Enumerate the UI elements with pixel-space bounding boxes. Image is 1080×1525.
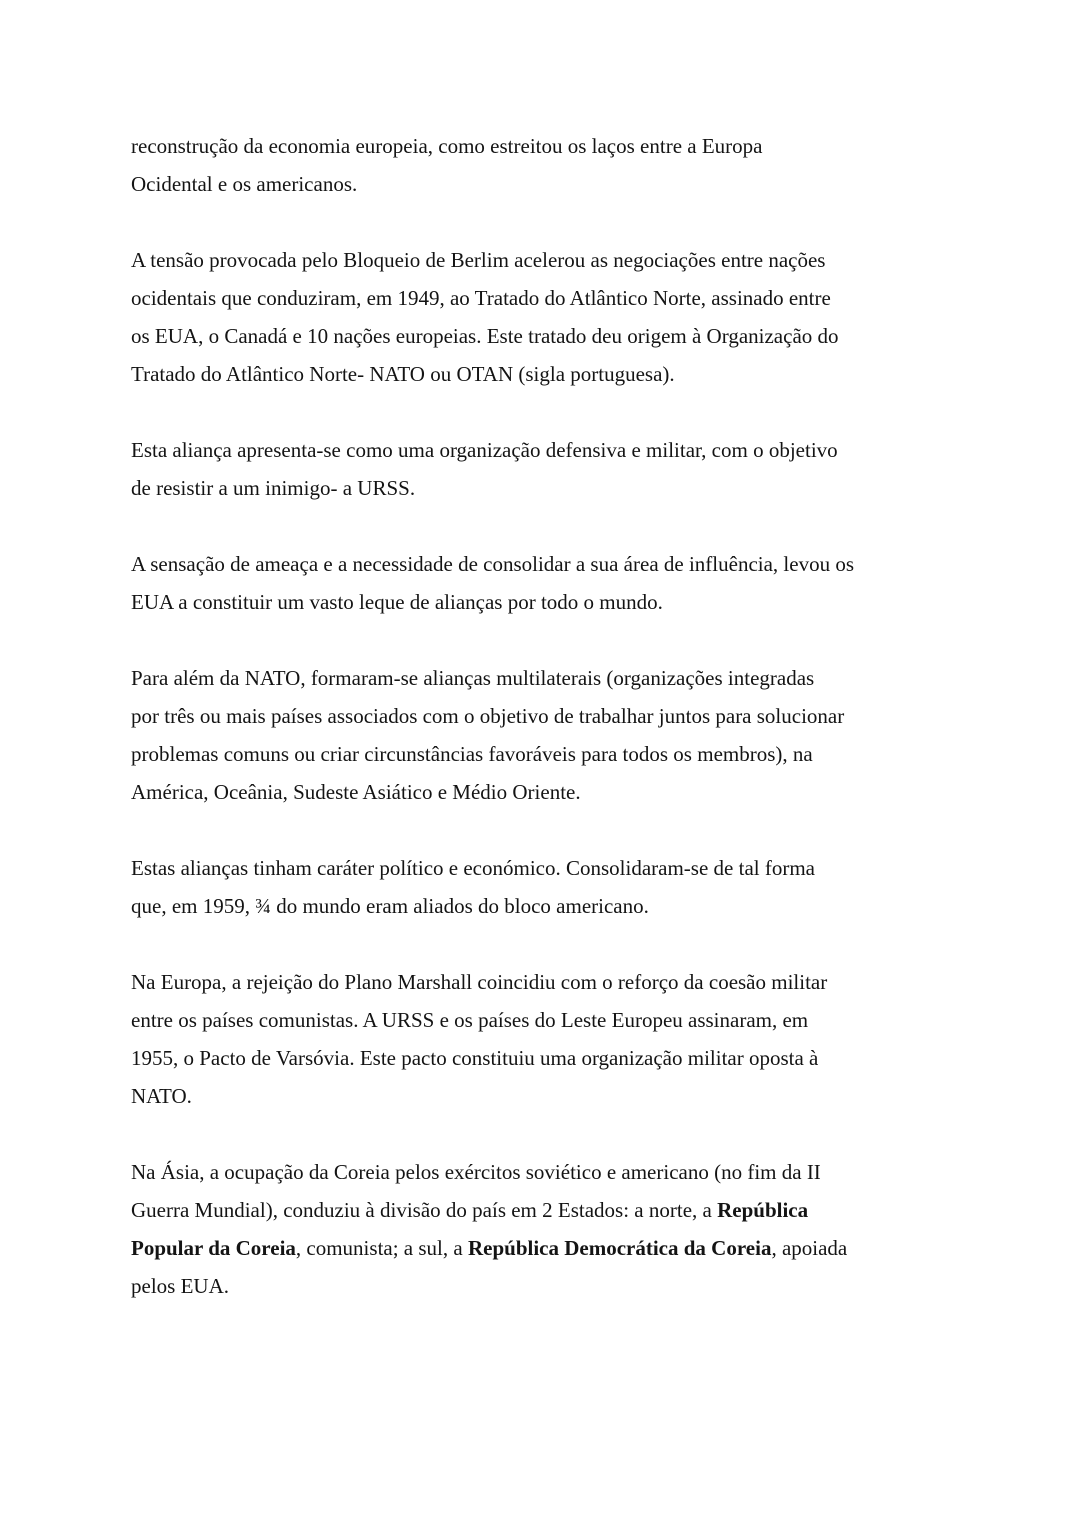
text-line: Esta aliança apresenta-se como uma organização defensiva e militar, com o objetivo [131, 438, 838, 462]
text-segment: , apoiada [771, 1236, 848, 1260]
text-line: A tensão provocada pelo Bloqueio de Berlim acelerou as negociações entre nações [131, 248, 826, 272]
paragraph-us-alliances [131, 545, 971, 621]
paragraph-nato-origin [131, 241, 971, 393]
text-segment: Guerra Mundial), conduziu à divisão do país em 2 Estados: a norte, a [131, 1198, 718, 1222]
text-line: os EUA, o Canadá e 10 nações europeias. Este tratado deu origem à Organização do [131, 324, 839, 348]
document-page [131, 127, 971, 1343]
paragraph-korea-division [131, 1153, 971, 1305]
text-line: por três ou mais países associados com o objetivo de trabalhar juntos para solucionar [131, 704, 845, 728]
paragraph-multilateral-alliances [131, 659, 971, 811]
bold-text-segment: República [717, 1198, 809, 1222]
paragraph-alliance-character [131, 849, 971, 925]
text-segment: , comunista; a sul, a [295, 1236, 468, 1260]
text-line [131, 1229, 971, 1267]
paragraph-marshall-plan-end [131, 127, 971, 203]
text-line: América, Oceânia, Sudeste Asiático e Médio Oriente. [131, 780, 581, 804]
text-line: EUA a constituir um vasto leque de alianças por todo o mundo. [131, 590, 663, 614]
paragraph-warsaw-pact [131, 963, 971, 1115]
text-line: Ocidental e os americanos. [131, 172, 358, 196]
text-segment: pelos EUA. [131, 1274, 229, 1298]
bold-text-segment: República Democrática da Coreia [467, 1236, 772, 1260]
text-line [131, 1191, 971, 1229]
text-line: 1955, o Pacto de Varsóvia. Este pacto constituiu uma organização militar oposta à [131, 1046, 819, 1070]
text-line [131, 1153, 971, 1191]
text-line: Na Europa, a rejeição do Plano Marshall coincidiu com o reforço da coesão militar [131, 970, 828, 994]
text-line: Tratado do Atlântico Norte- NATO ou OTAN (sigla portuguesa). [131, 362, 675, 386]
text-line: NATO. [131, 1084, 192, 1108]
text-line: Para além da NATO, formaram-se alianças multilaterais (organizações integradas [131, 666, 815, 690]
text-line: que, em 1959, ¾ do mundo eram aliados do bloco americano. [131, 894, 649, 918]
text-line: problemas comuns ou criar circunstâncias favoráveis para todos os membros), na [131, 742, 813, 766]
bold-text-segment: Popular da Coreia [131, 1236, 296, 1260]
paragraph-alliance-purpose [131, 431, 971, 507]
text-line [131, 1267, 971, 1305]
text-segment: Na Ásia, a ocupação da Coreia pelos exércitos soviético e americano (no fim da II [131, 1160, 821, 1184]
text-line: Estas alianças tinham caráter político e económico. Consolidaram-se de tal forma [131, 856, 815, 880]
text-line: A sensação de ameaça e a necessidade de consolidar a sua área de influência, levou os [131, 552, 854, 576]
text-line: reconstrução da economia europeia, como estreitou os laços entre a Europa [131, 134, 763, 158]
text-line: de resistir a um inimigo- a URSS. [131, 476, 416, 500]
text-line: ocidentais que conduziram, em 1949, ao Tratado do Atlântico Norte, assinado entre [131, 286, 831, 310]
text-line: entre os países comunistas. A URSS e os países do Leste Europeu assinaram, em [131, 1008, 809, 1032]
